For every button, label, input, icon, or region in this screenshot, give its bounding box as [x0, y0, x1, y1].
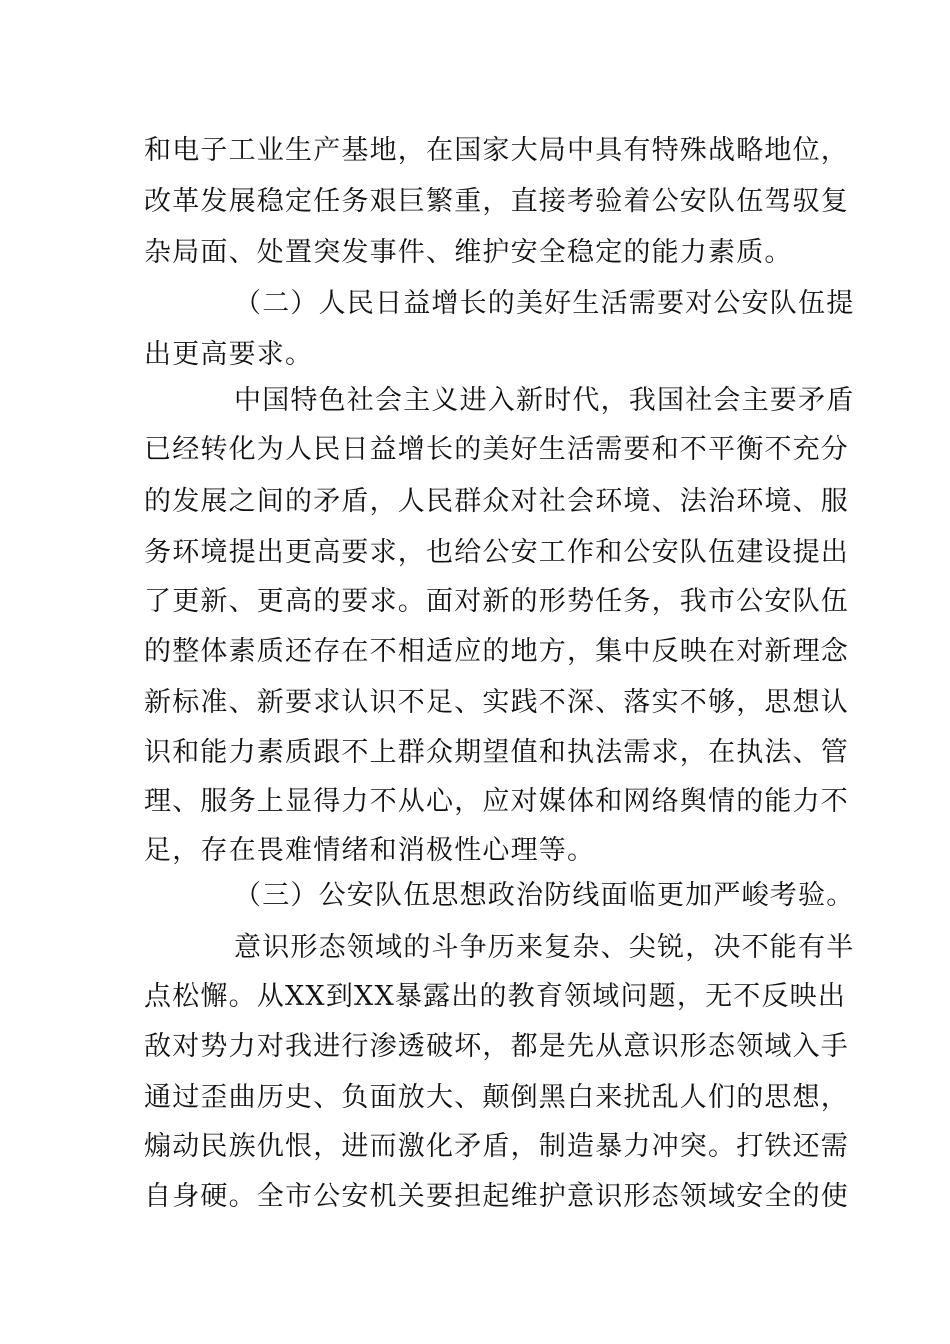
- text-line: 通过歪曲历史、负面放大、颠倒黑白来扰乱人们的思想，: [144, 1082, 849, 1113]
- text-line: 务环境提出更高要求，也给公安工作和公安队伍建设提出: [144, 537, 849, 568]
- text-line: 的整体素质还存在不相适应的地方，集中反映在对新理念: [144, 636, 849, 667]
- section-heading-continuation: 出更高要求。: [144, 339, 314, 370]
- text-line: 自身硬。全市公安机关要担起维护意识形态领域安全的使: [144, 1181, 849, 1212]
- section-heading: （三）公安队伍思想政治防线面临更加严峻考验。: [234, 880, 855, 911]
- text-line: 点松懈。从XX到XX暴露出的教育领域问题，无不反映出: [144, 981, 847, 1012]
- text-line: 识和能力素质跟不上群众期望值和执法需求，在执法、管: [144, 737, 849, 768]
- text-line: 了更新、更高的要求。面对新的形势任务，我市公安队伍: [144, 586, 849, 617]
- text-line: 煽动民族仇恨，进而激化矛盾，制造暴力冲突。打铁还需: [144, 1131, 849, 1162]
- paragraph-start: 中国特色社会主义进入新时代，我国社会主要矛盾: [234, 385, 855, 416]
- text-line: 的发展之间的矛盾，人民群众对社会环境、法治环境、服: [144, 486, 849, 517]
- paragraph-start: 意识形态领域的斗争历来复杂、尖锐，决不能有半: [234, 932, 855, 963]
- text-line: 足，存在畏难情绪和消极性心理等。: [144, 835, 596, 866]
- text-line: 敌对势力对我进行渗透破坏，都是先从意识形态领域入手: [144, 1031, 849, 1062]
- text-line: 改革发展稳定任务艰巨繁重，直接考验着公安队伍驾驭复: [144, 186, 849, 217]
- text-line: 新标准、新要求认识不足、实践不深、落实不够，思想认: [144, 687, 849, 718]
- text-line: 已经转化为人民日益增长的美好生活需要和不平衡不充分: [144, 434, 849, 465]
- section-heading: （二）人民日益增长的美好生活需要对公安队伍提: [234, 288, 855, 319]
- text-line: 理、服务上显得力不从心，应对媒体和网络舆情的能力不: [144, 786, 849, 817]
- text-line: 和电子工业生产基地，在国家大局中具有特殊战略地位，: [144, 135, 849, 166]
- text-line: 杂局面、处置突发事件、维护安全稳定的能力素质。: [144, 237, 793, 268]
